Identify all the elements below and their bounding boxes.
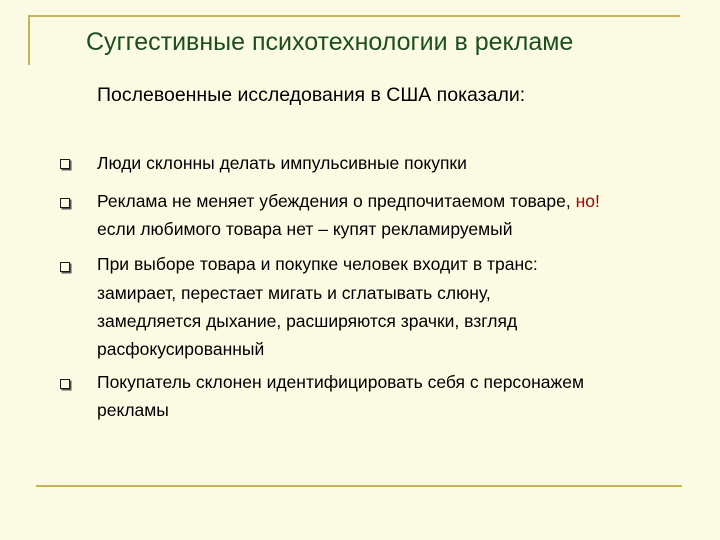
square-bullet-icon: [60, 198, 70, 208]
frame-bottom-border: [36, 485, 682, 487]
bullet-text-line: если любимого товара нет – купят рекламируемый: [97, 219, 513, 239]
slide-title: Суггестивные психотехнологии в рекламе: [86, 28, 574, 56]
square-bullet-icon: [60, 262, 70, 272]
frame-top-border: [28, 15, 680, 17]
square-bullet-icon: [60, 379, 70, 389]
square-bullet-icon: [60, 159, 70, 169]
bullet-text-line: Покупатель склонен идентифицировать себя с персонажем: [97, 372, 584, 392]
accent-text: но!: [575, 191, 600, 211]
bullet-text-line: рекламы: [97, 400, 169, 420]
frame-left-border: [28, 15, 30, 65]
bullet-text-line: Люди склонны делать импульсивные покупки: [97, 153, 467, 173]
bullet-text-line: [97, 191, 600, 212]
slide-subtitle: Послевоенные исследования в США показали:: [97, 84, 526, 106]
bullet-text-line: замирает, перестает мигать и сглатывать слюну,: [97, 283, 491, 303]
bullet-text-line: При выборе товара и покупке человек входит в транс:: [97, 254, 538, 274]
bullet-text-segment: Реклама не меняет убеждения о предпочитаемом товаре,: [97, 191, 576, 211]
bullet-text-line: расфокусированный: [97, 339, 265, 359]
bullet-text-line: замедляется дыхание, расширяются зрачки, взгляд: [97, 311, 518, 331]
